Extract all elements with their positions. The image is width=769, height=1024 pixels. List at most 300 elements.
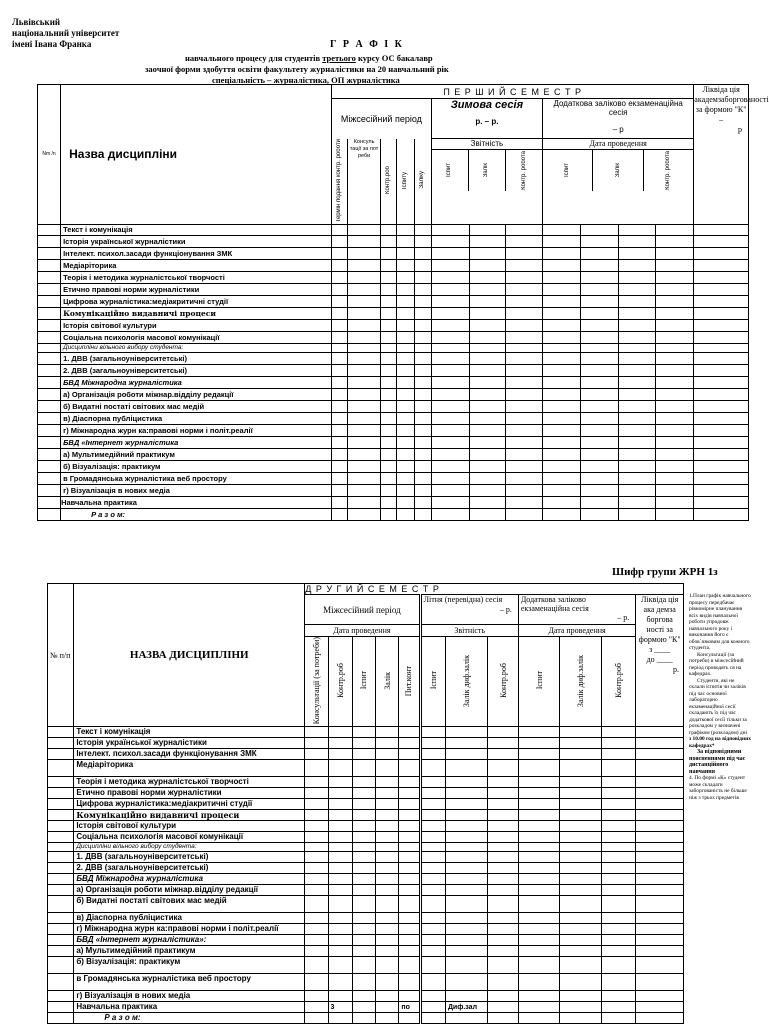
date-held-label-2: Дата проведення: [518, 625, 635, 637]
schedule-cell: [636, 991, 684, 1002]
liquidation-from: з: [649, 645, 653, 654]
discipline-name: 1. ДВВ (загальноуніверситетські): [74, 852, 305, 863]
schedule-cell: [469, 331, 506, 343]
schedule-cell: [543, 343, 581, 352]
schedule-cell: [543, 436, 581, 448]
schedule-cell: [580, 247, 618, 259]
table-row: [38, 496, 749, 508]
schedule-cell: [328, 777, 352, 788]
discipline-name: Історія світової культури: [74, 821, 305, 832]
date-held-group: [543, 139, 694, 225]
schedule-cell: [601, 810, 635, 821]
col-work2-label: Контр. робота: [520, 151, 527, 190]
schedule-cell: [518, 1002, 560, 1013]
schedule-cell: [694, 436, 749, 448]
schedule-cell: [431, 424, 469, 436]
schedule-cell: [580, 271, 618, 283]
schedule-cell: [305, 946, 328, 957]
row-number: [48, 935, 74, 946]
liquidation-year: р.: [673, 665, 679, 674]
schedule-cell: [397, 484, 415, 496]
schedule-cell: [399, 843, 420, 852]
schedule-cell: [560, 727, 602, 738]
schedule-cell: [488, 852, 518, 863]
discipline-name: Цифрова журналістика:медіакритичні студії: [74, 799, 305, 810]
schedule-cell: [332, 259, 348, 271]
schedule-cell: [332, 235, 348, 247]
column-header-label: Залік диф.залік: [462, 654, 472, 707]
schedule-cell: [656, 376, 694, 388]
schedule-cell: [328, 957, 352, 974]
schedule-cell: [347, 448, 381, 460]
schedule-cell: [518, 727, 560, 738]
schedule-cell: [506, 484, 543, 496]
schedule-cell: [445, 777, 488, 788]
col-term-label: Термін подання контр. роботи: [335, 138, 342, 222]
col-consult: Консуль тації за пот реби: [347, 139, 381, 225]
schedule-cell: [399, 935, 420, 946]
course-number: третього: [322, 53, 356, 63]
schedule-cell: [397, 460, 415, 472]
schedule-cell: [636, 727, 684, 738]
table-row: [38, 319, 749, 331]
row-number: [38, 343, 61, 352]
schedule-cell: [469, 376, 506, 388]
schedule-cell: [414, 496, 431, 508]
schedule-cell: [601, 788, 635, 799]
schedule-cell: [656, 472, 694, 484]
schedule-cell: [381, 508, 397, 520]
schedule-cell: [694, 307, 749, 319]
discipline-name: Медіаріторика: [74, 760, 305, 777]
schedule-cell: [381, 247, 397, 259]
schedule-cell: [352, 852, 375, 863]
table-row: [48, 974, 684, 991]
schedule-cell: [352, 832, 375, 843]
schedule-cell: [397, 343, 415, 352]
row-number: [38, 235, 61, 247]
schedule-cell: [305, 760, 328, 777]
schedule-cell: [601, 1013, 635, 1024]
schedule-cell: [305, 1002, 328, 1013]
winter-session-label: Зимова сесія: [450, 99, 524, 111]
schedule-cell: [305, 832, 328, 843]
schedule-cell: [694, 400, 749, 412]
schedule-cell: [414, 307, 431, 319]
schedule-cell: [347, 224, 381, 235]
schedule-cell: [560, 749, 602, 760]
schedule-cell: [305, 1013, 328, 1024]
discipline-name: Комунікаційно видавничі процеси: [61, 307, 332, 319]
schedule-cell: [399, 874, 420, 885]
schedule-cell: [347, 307, 381, 319]
discipline-name: в Громадянська журналістика веб простору: [61, 472, 332, 484]
schedule-cell: [445, 832, 488, 843]
column-header: [376, 637, 399, 727]
schedule-cell: [347, 412, 381, 424]
schedule-cell: [397, 376, 415, 388]
schedule-cell: [399, 913, 420, 924]
schedule-cell: [636, 1013, 684, 1024]
schedule-cell: [618, 508, 656, 520]
schedule-cell: [543, 295, 581, 307]
schedule-cell: [560, 924, 602, 935]
schedule-cell: [352, 738, 375, 749]
discipline-name: Текст і комунікація: [74, 727, 305, 738]
schedule-cell: [445, 788, 488, 799]
schedule-cell: [397, 271, 415, 283]
num-header: Nm /n: [38, 85, 61, 225]
discipline-name: БВД Міжнародна журналістика: [61, 376, 332, 388]
table-row: [48, 935, 684, 946]
schedule-cell: [352, 821, 375, 832]
schedule-cell: [305, 885, 328, 896]
schedule-cell: [445, 913, 488, 924]
schedule-cell: [414, 424, 431, 436]
schedule-cell: [431, 412, 469, 424]
row-number: [48, 799, 74, 810]
schedule-cell: [506, 247, 543, 259]
schedule-cell: [518, 738, 560, 749]
schedule-cell: [347, 343, 381, 352]
row-number: [48, 777, 74, 788]
schedule-cell: [543, 484, 581, 496]
col-control: [381, 139, 397, 225]
schedule-cell: [694, 484, 749, 496]
schedule-cell: [397, 259, 415, 271]
column-header-label: Залік диф.залік: [576, 654, 586, 707]
schedule-cell: [601, 777, 635, 788]
col-exam2-label: Іспит: [446, 163, 453, 178]
schedule-cell: [399, 821, 420, 832]
schedule-cell: [376, 760, 399, 777]
schedule-cell: [636, 924, 684, 935]
schedule-cell: [328, 852, 352, 863]
schedule-cell: [543, 331, 581, 343]
university-line: національний університет: [12, 28, 120, 38]
heading-line-1: [185, 53, 433, 63]
schedule-cell: [506, 259, 543, 271]
schedule-cell: [560, 935, 602, 946]
schedule-cell: [543, 271, 581, 283]
schedule-cell: [506, 295, 543, 307]
schedule-cell: [399, 974, 420, 991]
schedule-cell: [328, 874, 352, 885]
schedule-cell: [488, 935, 518, 946]
intersession-period: Міжсесійний період: [305, 595, 420, 625]
schedule-cell: [601, 896, 635, 913]
schedule-cell: [543, 376, 581, 388]
table-row: [48, 777, 684, 788]
schedule-cell: [305, 863, 328, 874]
schedule-cell: [347, 484, 381, 496]
schedule-cell: [332, 448, 348, 460]
schedule-cell: [694, 283, 749, 295]
schedule-cell: [488, 974, 518, 991]
schedule-cell: [445, 885, 488, 896]
schedule-cell: [636, 913, 684, 924]
row-number: [48, 738, 74, 749]
schedule-cell: [376, 863, 399, 874]
schedule-cell: [420, 821, 445, 832]
schedule-cell: [305, 843, 328, 852]
schedule-cell: [445, 946, 488, 957]
extra-session: [518, 595, 635, 625]
schedule-cell: [560, 874, 602, 885]
schedule-cell: [347, 508, 381, 520]
schedule-cell: [332, 436, 348, 448]
schedule-cell: [347, 259, 381, 271]
schedule-cell: [399, 832, 420, 843]
table-row: [48, 832, 684, 843]
schedule-cell: [305, 974, 328, 991]
schedule-cell: [328, 974, 352, 991]
table-row: [38, 388, 749, 400]
column-header: [305, 637, 328, 727]
row-number: [38, 331, 61, 343]
schedule-cell: [397, 283, 415, 295]
discipline-name: б) Видатні постаті світових мас медій: [61, 400, 332, 412]
schedule-cell: [305, 738, 328, 749]
heading-text: курсу ОС бакалавр: [357, 53, 433, 63]
schedule-cell: [580, 436, 618, 448]
column-header: [518, 637, 560, 727]
schedule-cell: [397, 496, 415, 508]
schedule-cell: [656, 307, 694, 319]
schedule-cell: [397, 319, 415, 331]
schedule-cell: [305, 727, 328, 738]
schedule-cell: [376, 935, 399, 946]
schedule-cell: [352, 799, 375, 810]
schedule-cell: [601, 738, 635, 749]
discipline-name: г) Візуалізація в нових медіа: [61, 484, 332, 496]
schedule-cell: [445, 974, 488, 991]
schedule-cell: [305, 924, 328, 935]
table-row: [48, 946, 684, 957]
schedule-cell: [328, 913, 352, 924]
schedule-cell: [420, 913, 445, 924]
schedule-cell: [636, 810, 684, 821]
schedule-cell: [656, 259, 694, 271]
discipline-name: БВД «Інтернет журналістика»:: [74, 935, 305, 946]
col-credit2-label: Залік: [483, 163, 490, 178]
schedule-cell: [518, 913, 560, 924]
row-number: [38, 364, 61, 376]
schedule-cell: [431, 448, 469, 460]
row-number: [38, 224, 61, 235]
schedule-cell: [305, 799, 328, 810]
schedule-cell: [332, 295, 348, 307]
document-title: Г Р А Ф І К: [330, 39, 404, 50]
discipline-name: Соціальна психологія масової комунікації: [61, 331, 332, 343]
row-number: [48, 913, 74, 924]
schedule-cell: [488, 832, 518, 843]
schedule-cell: [347, 319, 381, 331]
schedule-cell: [560, 1013, 602, 1024]
schedule-cell: [376, 821, 399, 832]
schedule-cell: [488, 799, 518, 810]
schedule-cell: [636, 885, 684, 896]
schedule-cell: [580, 424, 618, 436]
schedule-cell: [328, 924, 352, 935]
schedule-cell: [332, 364, 348, 376]
table-row: [38, 271, 749, 283]
schedule-cell: [656, 484, 694, 496]
schedule-cell: [618, 376, 656, 388]
schedule-cell: [560, 885, 602, 896]
schedule-cell: [488, 913, 518, 924]
first-semester-rows: [38, 224, 749, 520]
schedule-cell: [381, 376, 397, 388]
schedule-cell: [305, 913, 328, 924]
second-semester-rows: [48, 727, 684, 1024]
schedule-cell: [414, 472, 431, 484]
discipline-name: Навчальна практика: [61, 496, 332, 508]
heading-line-2: заочної форми здобуття освіти факультету журналістики на 20 навчальний рік: [145, 64, 449, 74]
row-number: [48, 821, 74, 832]
schedule-cell: [305, 777, 328, 788]
schedule-cell: [560, 788, 602, 799]
row-number: [38, 436, 61, 448]
schedule-cell: [381, 412, 397, 424]
row-number: [38, 376, 61, 388]
schedule-cell: [399, 1013, 420, 1024]
column-header-label: Контр.роб: [614, 663, 624, 699]
schedule-cell: [445, 924, 488, 935]
note-item: 4. По формі «К» студент може складати заборгованість не більше ніж з трьох предметів: [689, 775, 747, 801]
discipline-name: БВД «Інтернет журналістика: [61, 436, 332, 448]
university-name: [12, 17, 172, 50]
schedule-cell: [656, 436, 694, 448]
discipline-name: Етично правові норми журналістики: [74, 788, 305, 799]
schedule-cell: [328, 896, 352, 913]
schedule-cell: [636, 832, 684, 843]
column-header-label: Контр.роб: [335, 663, 345, 699]
table-row: [48, 957, 684, 974]
schedule-cell: [656, 448, 694, 460]
date-held-label: Дата проведення: [543, 139, 693, 150]
discipline-name: Історія світової культури: [61, 319, 332, 331]
schedule-cell: [636, 843, 684, 852]
row-number: [48, 727, 74, 738]
schedule-cell: [431, 460, 469, 472]
schedule-cell: [560, 738, 602, 749]
schedule-cell: [381, 352, 397, 364]
discipline-name: Історія української журналістики: [61, 235, 332, 247]
schedule-cell: [694, 496, 749, 508]
schedule-cell: [381, 448, 397, 460]
schedule-cell: [560, 974, 602, 991]
schedule-cell: [694, 376, 749, 388]
row-number: [48, 810, 74, 821]
schedule-cell: [656, 319, 694, 331]
schedule-cell: [397, 247, 415, 259]
schedule-cell: [381, 307, 397, 319]
liquidation-header: [694, 85, 769, 225]
schedule-cell: [332, 424, 348, 436]
table-row: [38, 424, 749, 436]
schedule-cell: [347, 388, 381, 400]
schedule-cell: [656, 283, 694, 295]
schedule-cell: [381, 295, 397, 307]
schedule-cell: [580, 352, 618, 364]
schedule-cell: [618, 364, 656, 376]
schedule-cell: [420, 799, 445, 810]
schedule-cell: [420, 946, 445, 957]
schedule-cell: [560, 957, 602, 974]
table-row: [48, 738, 684, 749]
schedule-cell: [420, 749, 445, 760]
table-row: [38, 376, 749, 388]
summer-session-label: Літня (перевідна) сесія: [423, 595, 503, 604]
schedule-cell: [445, 799, 488, 810]
schedule-cell: [506, 400, 543, 412]
university-line: Львівський: [12, 17, 61, 27]
university-line: імені Івана Франка: [12, 39, 92, 49]
row-number: [38, 400, 61, 412]
schedule-cell: [618, 271, 656, 283]
schedule-cell: [580, 307, 618, 319]
schedule-cell: [618, 400, 656, 412]
discipline-name: Історія української журналістики: [74, 738, 305, 749]
schedule-cell: [420, 727, 445, 738]
schedule-cell: [332, 484, 348, 496]
col-exam: [397, 139, 415, 225]
schedule-cell: [399, 924, 420, 935]
schedule-cell: [347, 235, 381, 247]
schedule-cell: [506, 364, 543, 376]
schedule-cell: [376, 777, 399, 788]
row-number: [48, 832, 74, 843]
schedule-cell: [469, 319, 506, 331]
schedule-cell: [352, 843, 375, 852]
schedule-cell: [488, 885, 518, 896]
schedule-cell: [381, 472, 397, 484]
discipline-header: Назва дисципліни: [61, 85, 332, 225]
schedule-cell: [469, 364, 506, 376]
schedule-cell: [580, 235, 618, 247]
schedule-cell: [420, 974, 445, 991]
row-number: [38, 259, 61, 271]
summer-session-dates: – р.: [499, 605, 512, 614]
schedule-cell: [397, 424, 415, 436]
schedule-cell: [397, 436, 415, 448]
schedule-cell: [580, 448, 618, 460]
schedule-cell: [656, 424, 694, 436]
schedule-cell: [352, 935, 375, 946]
row-number: [38, 496, 61, 508]
column-header-label: Контр.роб: [498, 663, 508, 699]
schedule-cell: [347, 376, 381, 388]
schedule-cell: [420, 1002, 445, 1013]
discipline-name: Навчальна практика: [74, 1002, 305, 1013]
schedule-cell: [352, 913, 375, 924]
schedule-cell: [518, 957, 560, 974]
discipline-name: в) Діаспорна публіцистика: [74, 913, 305, 924]
table-row: [38, 352, 749, 364]
discipline-name: 2. ДВВ (загальноуніверситетські): [61, 364, 332, 376]
col-exam3-label: Іспит: [564, 163, 571, 178]
schedule-cell: [431, 343, 469, 352]
schedule-cell: [518, 843, 560, 852]
schedule-cell: [376, 896, 399, 913]
col-exam-label: Іспиту: [402, 171, 409, 189]
schedule-cell: [328, 788, 352, 799]
heading-text: навчального процесу для студентів: [185, 53, 321, 63]
schedule-cell: [518, 799, 560, 810]
schedule-cell: [580, 283, 618, 295]
schedule-cell: [601, 924, 635, 935]
